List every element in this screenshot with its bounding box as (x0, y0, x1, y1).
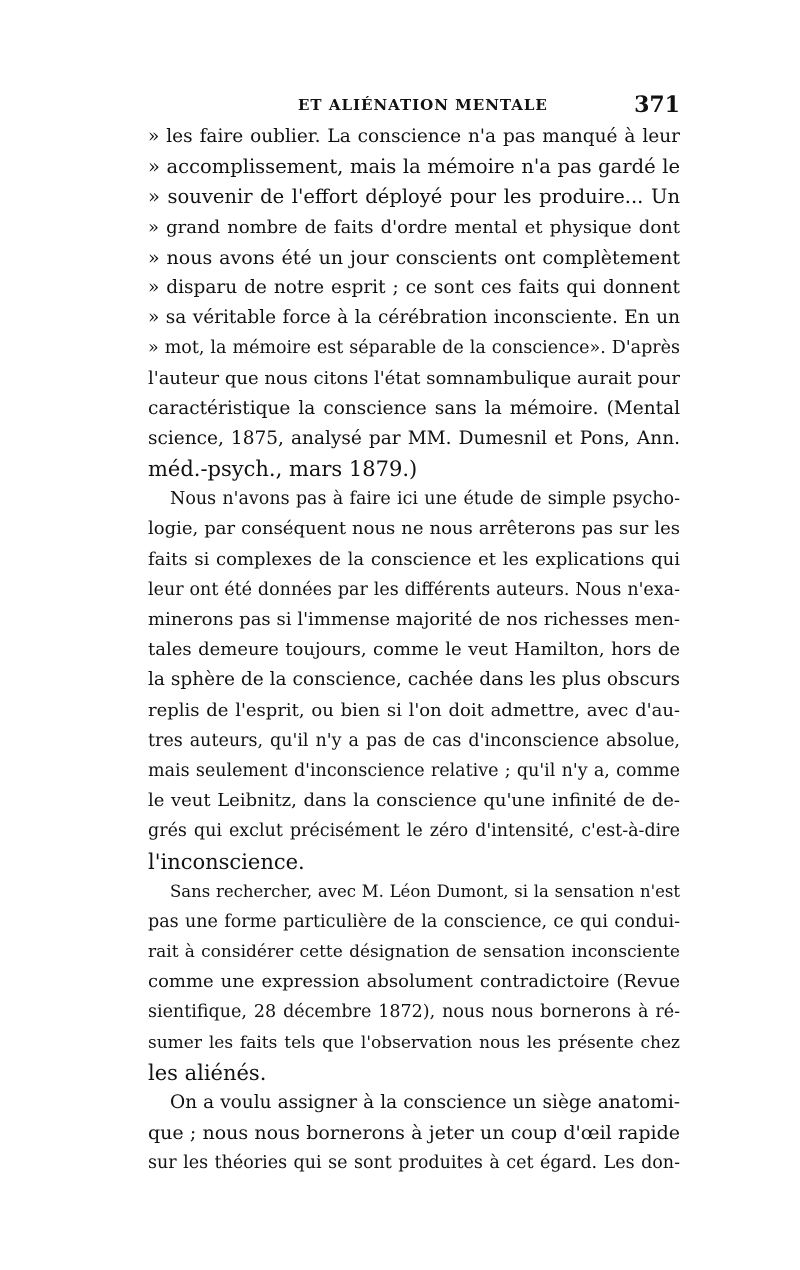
running-title: ET ALIÉNATION MENTALE (298, 96, 548, 114)
text-line: faits si complexes de la conscience et les explications qui (148, 548, 680, 570)
text-line: leur ont été données par les différents auteurs. Nous n'exa- (148, 579, 680, 600)
text-line: rait à considérer cette désignation de sensation inconsciente (148, 942, 680, 963)
text-line: pas une forme particulière de la conscience, ce qui condui- (148, 911, 680, 932)
text-line: sientifique, 28 décembre 1872), nous nous bornerons à ré- (148, 1002, 680, 1023)
text-line: la sphère de la conscience, cachée dans les plus obscurs (148, 669, 680, 691)
page-header (148, 92, 680, 122)
text-line: » disparu de notre esprit ; ce sont ces faits qui donnent (148, 276, 680, 298)
text-line: l'inconscience. (148, 849, 305, 874)
text-line: minerons pas si l'immense majorité de nos richesses men- (148, 609, 680, 630)
text-line: » mot, la mémoire est séparable de la conscience». D'après (148, 338, 680, 359)
text-line: grés qui exclut précisément le zéro d'intensité, c'est-à-dire (148, 821, 680, 842)
text-line: que ; nous nous bornerons à jeter un coup d'œil rapide (148, 1122, 680, 1145)
paragraph-start-line: Nous n'avons pas à faire ici une étude de simple psycho- (170, 489, 680, 510)
text-line: l'auteur que nous citons l'état somnambulique aurait pour (148, 367, 680, 389)
page-body (148, 122, 680, 1179)
text-line: science, 1875, analysé par MM. Dumesnil et Pons, Ann. (148, 427, 680, 449)
text-line: » grand nombre de faits d'ordre mental et physique dont (148, 216, 680, 238)
text-line: sur les théories qui se sont produites à cet égard. Les don- (148, 1153, 680, 1174)
text-line: » accomplissement, mais la mémoire n'a pas gardé le (148, 155, 680, 179)
text-line: logie, par conséquent nous ne nous arrêterons pas sur les (148, 518, 680, 540)
paragraph-start-line: Sans rechercher, avec M. Léon Dumont, si la sensation n'est (170, 881, 680, 901)
text-line: » souvenir de l'effort déployé pour les produire... Un (148, 185, 680, 209)
text-line: caractéristique la conscience sans la mémoire. (Mental (148, 397, 680, 419)
text-line: comme une expression absolument contradictoire (Revue (148, 971, 680, 993)
paragraph-start-line: On a voulu assigner à la conscience un siège anatomi- (170, 1092, 680, 1113)
text-line: les aliénés. (148, 1060, 267, 1085)
text-line: » les faire oublier. La conscience n'a pas manqué à leur (148, 126, 680, 147)
text-line: » sa véritable force à la cérébration inconsciente. En un (148, 307, 680, 329)
text-line: tres auteurs, qu'il n'y a pas de cas d'inconscience absolue, (148, 730, 680, 751)
text-line: mais seulement d'inconscience relative ; qu'il n'y a, comme (148, 760, 680, 781)
text-line: replis de l'esprit, ou bien si l'on doit admettre, avec d'au- (148, 699, 680, 721)
text-line: sumer les faits tels que l'observation nous les présente chez (148, 1032, 680, 1053)
text-line: tales demeure toujours, comme le veut Hamilton, hors de (148, 639, 680, 661)
text-line: » nous avons été un jour conscients ont complètement (148, 246, 680, 269)
page-number: 371 (634, 92, 680, 118)
text-line: méd.-psych., mars 1879.) (148, 457, 418, 482)
text-line: le veut Leibnitz, dans la conscience qu'une infinité de de- (148, 790, 680, 812)
